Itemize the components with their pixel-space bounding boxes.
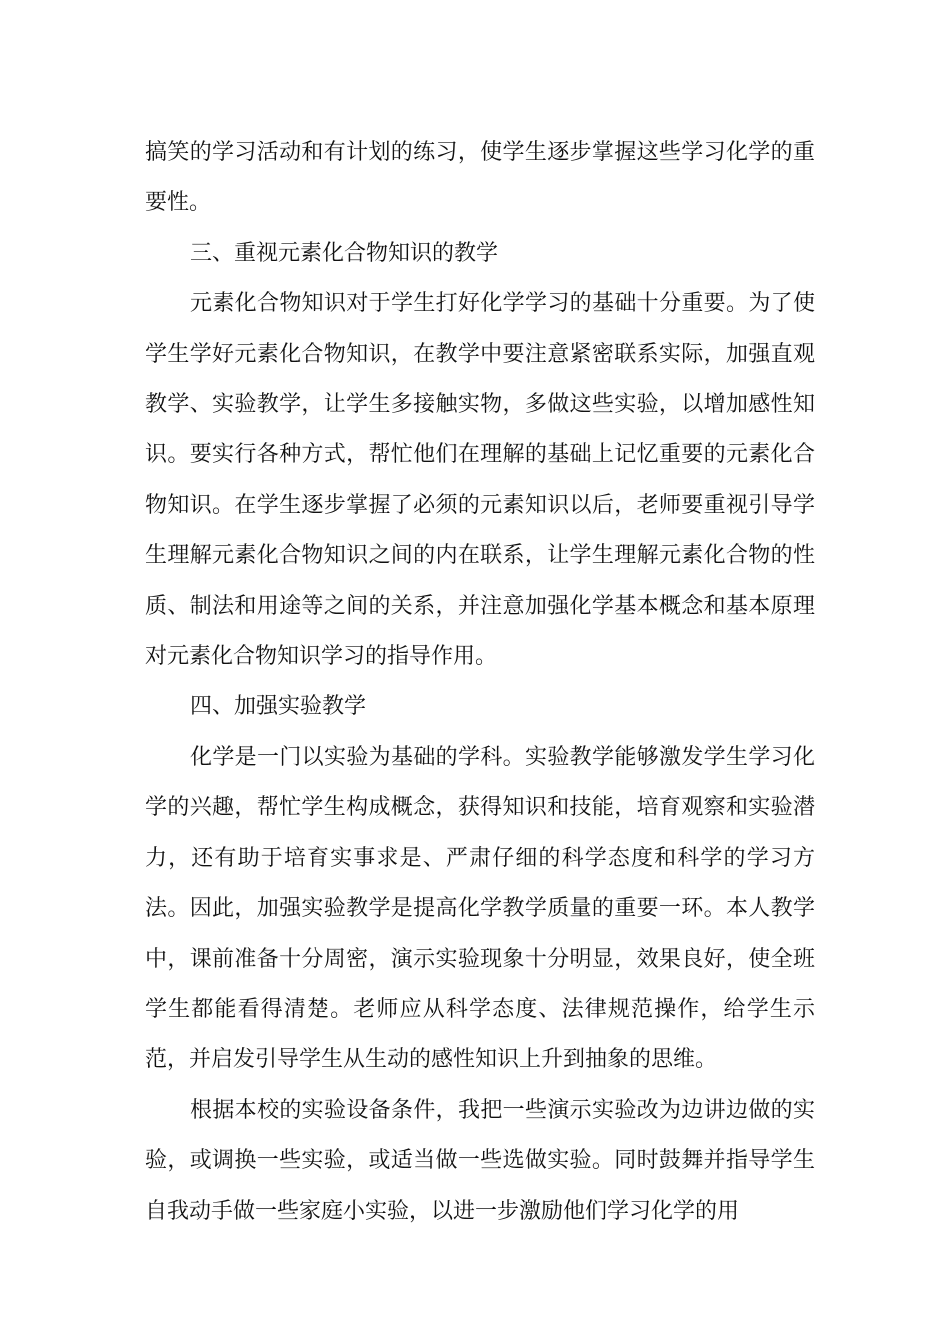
paragraph-experiment-teaching: 化学是一门以实验为基础的学科。实验教学能够激发学生学习化学的兴趣，帮忙学生构成概念，获得知识和技能，培育观察和实验潜力，还有助于培育实事求是、严肃仔细的科学态度和科学的学习方法。因此，加强实验教学是提高化学教学质量的重要一环。本人教学中，课前准备十分周密，演示实验现象十分明显，效果良好，使全班学生都能看得清楚。老师应从科学态度、法律规范操作，给学生示范，并启发引导学生从生动的感性知识上升到抽象的思维。: [145, 744, 815, 1073]
paragraph-element-compounds: 元素化合物知识对于学生打好化学学习的基础十分重要。为了使学生学好元素化合物知识，在教学中要注意紧密联系实际，加强直观教学、实验教学，让学生多接触实物，多做这些实验，以增加感性知识。要实行各种方式，帮忙他们在理解的基础上记忆重要的元素化合物知识。在学生逐步掌握了必须的元素知识以后，老师要重视引导学生理解元素化合物知识之间的内在联系，让学生理解元素化合物的性质、制法和用途等之间的关系，并注意加强化学基本概念和基本原理对元素化合物知识学习的指导作用。: [145, 291, 815, 670]
section-heading-3: 三、重视元素化合物知识的教学: [190, 240, 499, 266]
section-heading-4: 四、加强实验教学: [190, 694, 367, 720]
paragraph-lab-conditions: 根据本校的实验设备条件，我把一些演示实验改为边讲边做的实验，或调换一些实验，或适当做一些选做实验。同时鼓舞并指导学生自我动手做一些家庭小实验，以进一步激励他们学习化学的用: [145, 1097, 815, 1224]
paragraph-continuation: 搞笑的学习活动和有计划的练习，使学生逐步掌握这些学习化学的重要性。: [145, 140, 815, 216]
document-body: [145, 128, 815, 1237]
